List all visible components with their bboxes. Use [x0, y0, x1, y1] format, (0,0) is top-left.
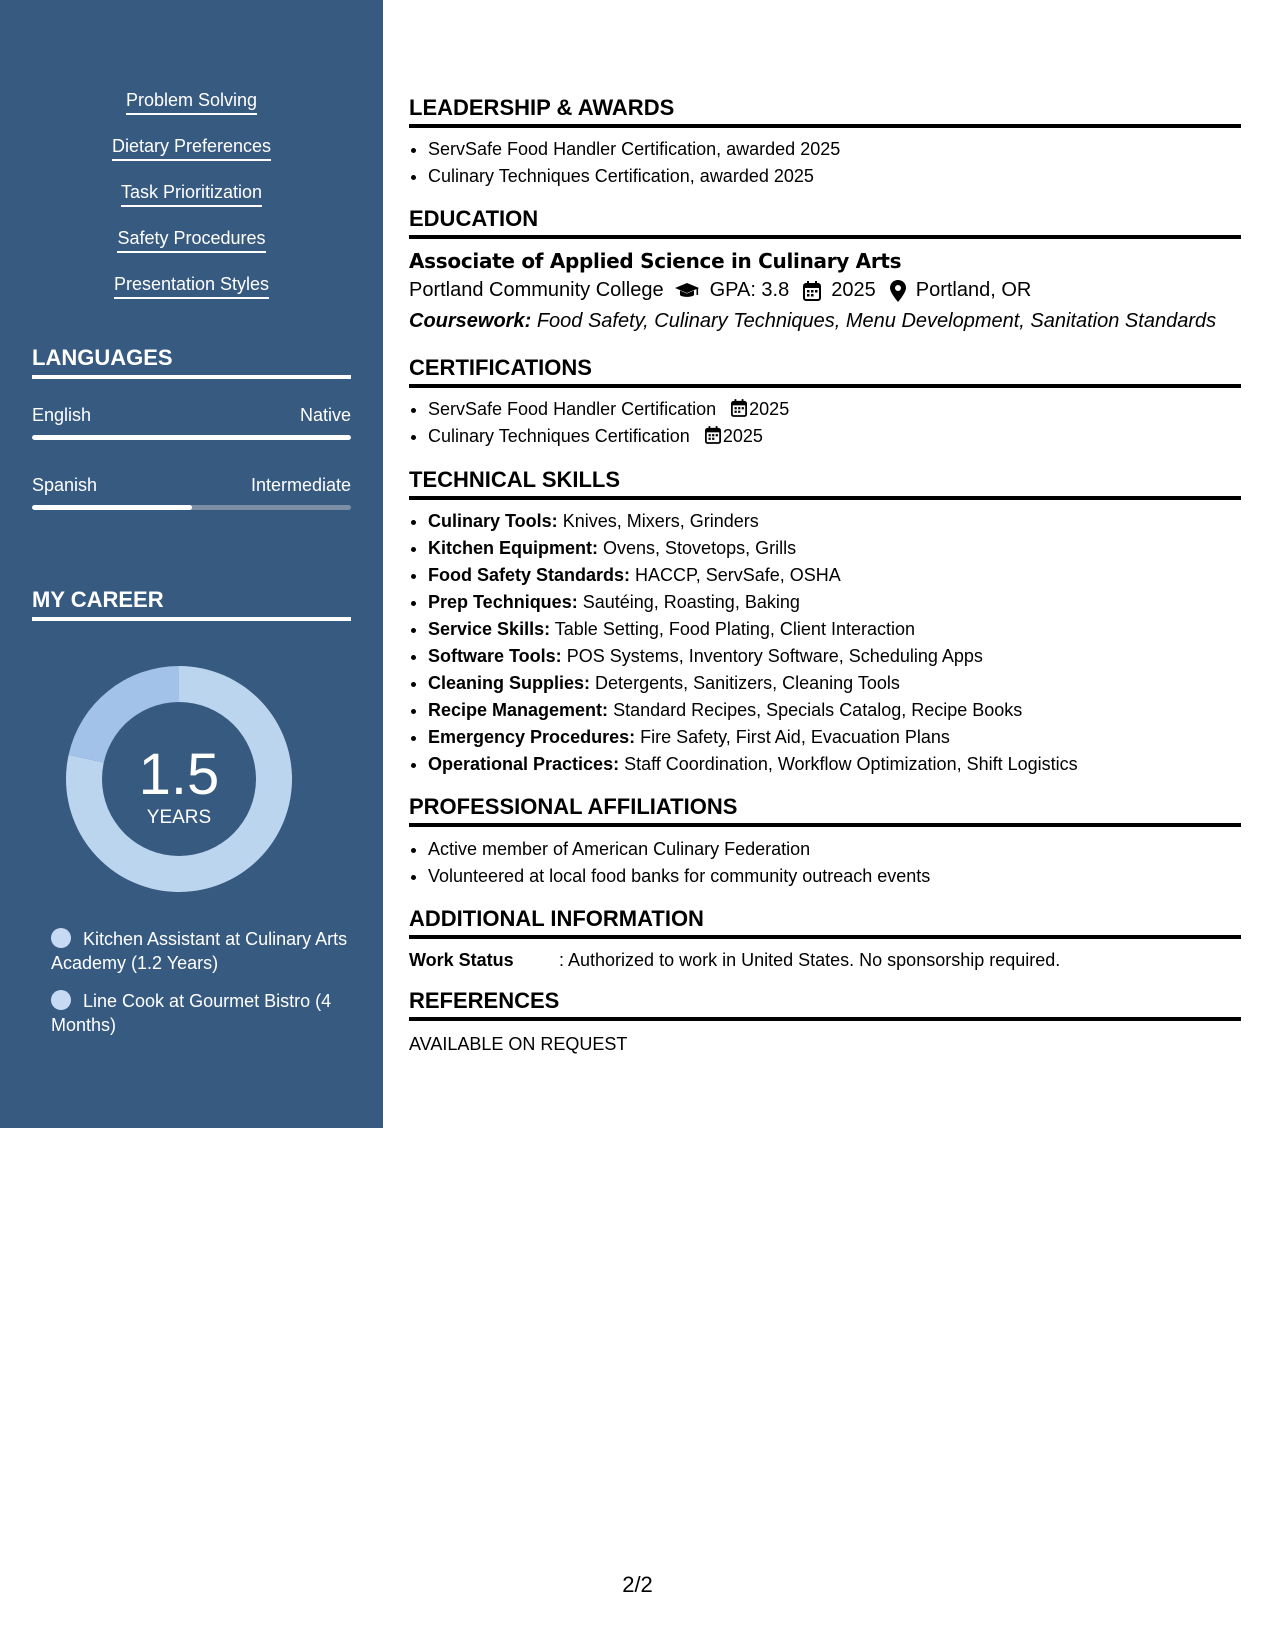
cert-name: ServSafe Food Handler Certification — [428, 399, 717, 419]
list-item — [428, 670, 1241, 697]
skill-value: Fire Safety, First Aid, Evacuation Plans — [640, 727, 950, 747]
skill-label: Food Safety Standards: — [428, 565, 631, 585]
career-item-label: Kitchen Assistant at Culinary Arts Academy (1.2 Years) — [51, 929, 348, 973]
list-item — [428, 751, 1241, 778]
legend-dot-icon — [51, 928, 71, 948]
certifications-list — [409, 396, 1241, 450]
certifications-heading: CERTIFICATIONS — [409, 355, 1241, 388]
career-total-value: 1.5 — [138, 742, 220, 807]
list-item: • Active member of American Culinary Federation — [428, 836, 1241, 863]
skill-label: Emergency Procedures: — [428, 727, 636, 747]
career-item-label: Line Cook at Gourmet Bistro (4 Months) — [51, 991, 332, 1035]
list-item: • Culinary Techniques Certification, awarded 2025 — [428, 163, 1241, 190]
work-status-key: Work Status — [409, 950, 514, 970]
skill-item: Task Prioritization — [121, 180, 262, 207]
affiliations-heading: PROFESSIONAL AFFILIATIONS — [409, 794, 1241, 827]
skill-label: Kitchen Equipment: — [428, 538, 598, 558]
language-name: English — [32, 405, 92, 425]
cert-year: 2025 — [749, 399, 790, 419]
career-donut-chart — [66, 666, 292, 892]
calendar-icon — [731, 399, 747, 417]
calendar-icon — [705, 426, 721, 444]
language-row — [32, 405, 351, 426]
sidebar — [0, 0, 383, 1128]
list-item — [428, 423, 1241, 450]
references-text: AVAILABLE ON REQUEST — [409, 1034, 628, 1054]
skill-value: Knives, Mixers, Grinders — [562, 511, 759, 531]
skill-item: Safety Procedures — [117, 226, 265, 253]
references-heading: REFERENCES — [409, 988, 1241, 1021]
language-level: Intermediate — [250, 475, 351, 495]
skills-list — [0, 88, 383, 318]
degree-title: Associate of Applied Science in Culinary Arts — [409, 249, 902, 273]
skill-value: Sautéing, Roasting, Baking — [582, 592, 800, 612]
skill-label: Software Tools: — [428, 646, 562, 666]
skill-label: Recipe Management: — [428, 700, 609, 720]
graduation-cap-icon — [674, 281, 700, 301]
skill-value: Table Setting, Food Plating, Client Interaction — [554, 619, 915, 639]
coursework — [409, 310, 1216, 333]
language-proficiency-bar — [32, 505, 351, 510]
leadership-heading: LEADERSHIP & AWARDS — [409, 95, 1241, 128]
graduation-year: 2025 — [831, 279, 876, 301]
language-level: Native — [299, 405, 351, 425]
language-name: Spanish — [32, 475, 98, 495]
list-item — [428, 508, 1241, 535]
skill-label: Culinary Tools: — [428, 511, 558, 531]
skill-label: Operational Practices: — [428, 754, 620, 774]
skill-label: Service Skills: — [428, 619, 551, 639]
gpa: GPA: 3.8 — [709, 279, 790, 301]
technical-skills-heading: TECHNICAL SKILLS — [409, 467, 1241, 500]
proficiency-fill — [32, 505, 192, 510]
list-item — [428, 697, 1241, 724]
coursework-label: Coursework: — [409, 310, 532, 332]
skill-value: Staff Coordination, Workflow Optimization, Shift Logistics — [624, 754, 1078, 774]
school-location: Portland, OR — [915, 279, 1032, 301]
language-proficiency-bar — [32, 435, 351, 440]
work-status-value: : Authorized to work in United States. No sponsorship required. — [559, 950, 1061, 970]
legend-dot-icon — [51, 990, 71, 1010]
skill-value: POS Systems, Inventory Software, Scheduling Apps — [566, 646, 983, 666]
skill-value: HACCP, ServSafe, OSHA — [635, 565, 841, 585]
list-item — [428, 562, 1241, 589]
skill-label: Cleaning Supplies: — [428, 673, 591, 693]
skill-item: Presentation Styles — [114, 272, 269, 299]
skill-item: Problem Solving — [126, 88, 257, 115]
work-status-row — [409, 950, 1060, 971]
skill-value: Ovens, Stovetops, Grills — [603, 538, 797, 558]
career-total-unit: YEARS — [146, 807, 212, 828]
list-item — [428, 396, 1241, 423]
skill-value: Detergents, Sanitizers, Cleaning Tools — [595, 673, 900, 693]
additional-info-heading: ADDITIONAL INFORMATION — [409, 906, 1241, 939]
career-heading: MY CAREER — [32, 587, 351, 621]
list-item — [428, 724, 1241, 751]
list-item — [428, 643, 1241, 670]
language-row — [32, 475, 351, 496]
list-item — [428, 589, 1241, 616]
list-item: • Volunteered at local food banks for community outreach events — [428, 863, 1241, 890]
skill-label: Prep Techniques: — [428, 592, 578, 612]
location-pin-icon — [890, 280, 906, 302]
leadership-list — [409, 136, 1241, 190]
education-heading: EDUCATION — [409, 206, 1241, 239]
list-item — [428, 616, 1241, 643]
career-item — [51, 927, 351, 975]
list-item — [428, 535, 1241, 562]
school-name: Portland Community College — [409, 279, 664, 301]
skill-item: Dietary Preferences — [112, 134, 271, 161]
affiliations-list — [409, 836, 1241, 890]
cert-name: Culinary Techniques Certification — [428, 426, 690, 446]
technical-skills-list — [409, 508, 1241, 778]
languages-heading: LANGUAGES — [32, 345, 351, 379]
proficiency-fill — [32, 435, 351, 440]
skill-value: Standard Recipes, Specials Catalog, Recipe Books — [613, 700, 1023, 720]
coursework-text: Food Safety, Culinary Techniques, Menu Development, Sanitation Standards — [536, 310, 1217, 332]
list-item: • ServSafe Food Handler Certification, awarded 2025 — [428, 136, 1241, 163]
cert-year: 2025 — [722, 426, 763, 446]
career-item — [51, 989, 351, 1037]
calendar-icon — [803, 281, 821, 301]
education-meta — [409, 279, 1031, 302]
page-number: 2/2 — [622, 1572, 653, 1597]
